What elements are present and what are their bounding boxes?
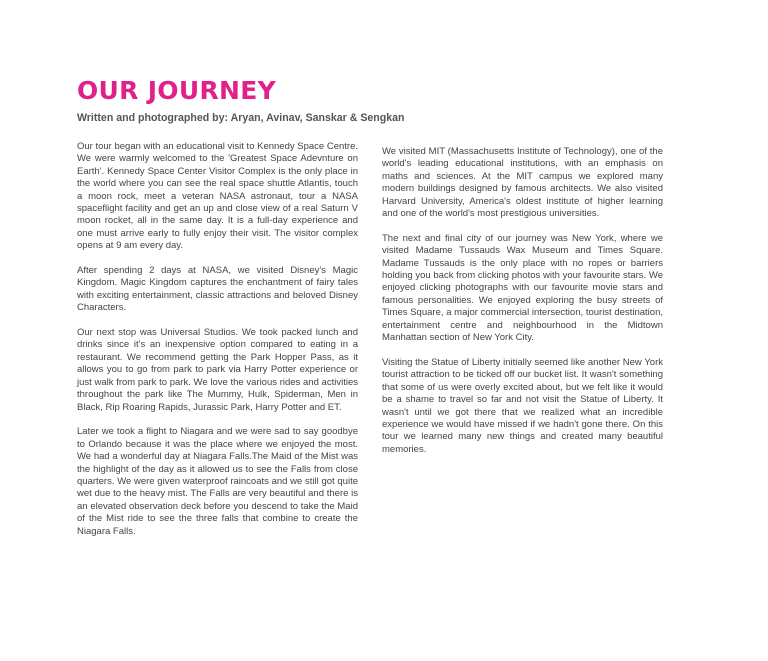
paragraph-statue-of-liberty: Visiting the Statue of Liberty initially seemed like another New York tourist attraction to be ticked off our bucket list. It wasn't something that some of us were overly excited about, but we felt like it would be a shame to travel so far and not visit the Statue of Liberty. It wasn't until we got there that we realized what an incredible experience we would have missed if we hadn't gone there. On this tour we learned many new things and created many beautiful memories. <box>382 356 663 455</box>
byline: Written and photographed by: Aryan, Avinav, Sanskar & Sengkan <box>77 112 405 124</box>
paragraph-niagara-falls: Later we took a flight to Niagara and we were sad to say goodbye to Orlando because it was the place where we enjoyed the most. We had a wonderful day at Niagara Falls.The Maid of the Mist was the highlight of the day as it allowed us to see the Falls from close quarters. We were given waterproof raincoats and we still got quite wet due to the heavy mist. The Falls are very beautiful and there is an elevated observation deck before you descend to take the Maid of the Mist ride to see the three falls that combine to create the Niagara Falls. <box>77 426 358 537</box>
left-text-column <box>77 141 358 550</box>
paragraph-mit-harvard: We visited MIT (Massachusetts Institute of Technology), one of the world's leading educational institutions, with an emphasis on maths and sciences. At the MIT campus we explored many modern buildings designed by famous architects. We also visited Harvard University, America's oldest institute of higher learning and one of the world's most prestigious universities. <box>382 146 663 220</box>
paragraph-new-york: The next and final city of our journey was New York, where we visited Madame Tussauds Wax Museum and Times Square. Madame Tussauds is the only place with no ropes or barriers holding you back from clicking photos with your favourite stars. We enjoyed clicking photographs with our favourite movie stars and famous personalities. We enjoyed exploring the busy streets of Times Square, a major commercial intersection, tourist destination, entertainment centre and neighbourhood in the Midtown Manhattan section of New York City. <box>382 232 663 344</box>
paragraph-universal-studios: Our next stop was Universal Studios. We took packed lunch and drinks since it's an inexpensive option compared to eating in a restaurant. We recommend getting the Park Hopper Pass, as it allows you to go from park to park via Harry Potter experience or just walk from park to park. We love the various rides and activities throughout the park like The Mummy, Hulk, Spiderman, Men in Black, Rip Roaring Rapids, Jurassic Park, Harry Potter and ET. <box>77 327 358 413</box>
paragraph-magic-kingdom: After spending 2 days at NASA, we visited Disney's Magic Kingdom. Magic Kingdom captures the enchantment of fairy tales with exciting entertainment, classic attractions and beloved Disney Characters. <box>77 265 358 314</box>
right-text-column <box>382 146 663 469</box>
paragraph-kennedy-space-centre: Our tour began with an educational visit to Kennedy Space Centre. We were warmly welcomed to the 'Greatest Space Adevnture on Earth'. Kennedy Space Center Visitor Complex is the only place in the world where you can see the real space shuttle Atlantis, touch a moon rock, meet a veteran NASA astronaut, tour a NASA spaceflight facility and get an up and close view of a real Saturn V moon rocket, all in the same day. It is a full-day experience and one must arrive early to fully enjoy their visit. The visitor complex opens at 9 am every day. <box>77 141 358 252</box>
page-title: OUR JOURNEY <box>77 76 277 105</box>
